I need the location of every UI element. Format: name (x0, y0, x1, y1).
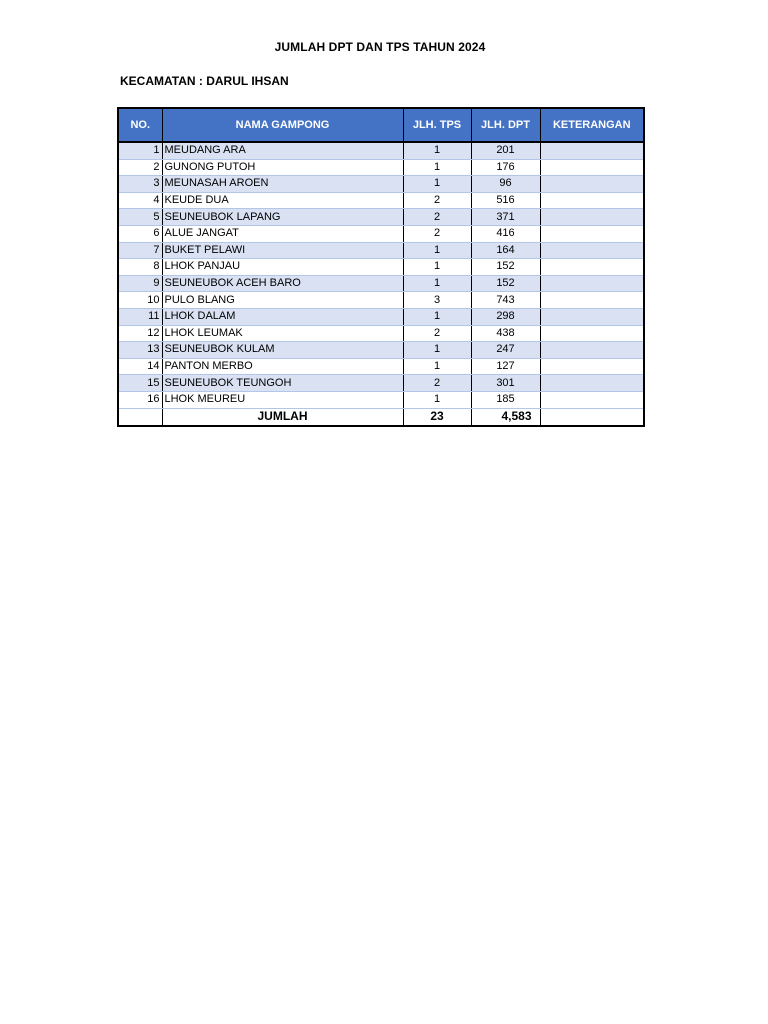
cell-keterangan (540, 159, 644, 176)
cell-no: 5 (118, 209, 162, 226)
cell-dpt: 164 (471, 242, 540, 259)
cell-name: SEUNEUBOK TEUNGOH (162, 375, 403, 392)
cell-tps: 2 (403, 375, 471, 392)
table-row (118, 142, 644, 159)
cell-dpt: 371 (471, 209, 540, 226)
cell-no: 2 (118, 159, 162, 176)
cell-tps: 2 (403, 192, 471, 209)
cell-dpt: 152 (471, 259, 540, 276)
cell-keterangan (540, 225, 644, 242)
table-row (118, 342, 644, 359)
cell-keterangan (540, 358, 644, 375)
header-keterangan: KETERANGAN (540, 108, 644, 142)
table-row (118, 292, 644, 309)
cell-no: 14 (118, 358, 162, 375)
cell-no: 15 (118, 375, 162, 392)
cell-name: MEUNASAH AROEN (162, 176, 403, 193)
table-row (118, 275, 644, 292)
cell-no: 10 (118, 292, 162, 309)
cell-dpt: 152 (471, 275, 540, 292)
cell-keterangan (540, 192, 644, 209)
cell-tps: 1 (403, 358, 471, 375)
cell-keterangan (540, 275, 644, 292)
cell-tps: 1 (403, 159, 471, 176)
cell-keterangan (540, 242, 644, 259)
cell-dpt: 127 (471, 358, 540, 375)
cell-name: GUNONG PUTOH (162, 159, 403, 176)
cell-tps: 1 (403, 275, 471, 292)
cell-no: 6 (118, 225, 162, 242)
table-row (118, 308, 644, 325)
cell-keterangan (540, 308, 644, 325)
cell-keterangan (540, 375, 644, 392)
table-row (118, 176, 644, 193)
cell-dpt: 416 (471, 225, 540, 242)
header-dpt: JLH. DPT (471, 108, 540, 142)
total-dpt: 4,583 (471, 408, 540, 426)
cell-no: 12 (118, 325, 162, 342)
cell-name: LHOK DALAM (162, 308, 403, 325)
cell-keterangan (540, 176, 644, 193)
cell-keterangan (540, 391, 644, 408)
district-label: KECAMATAN : DARUL IHSAN (120, 74, 289, 88)
cell-no: 4 (118, 192, 162, 209)
cell-dpt: 201 (471, 142, 540, 159)
dpt-table (117, 107, 645, 427)
cell-tps: 1 (403, 342, 471, 359)
cell-no: 3 (118, 176, 162, 193)
table-row (118, 325, 644, 342)
cell-dpt: 247 (471, 342, 540, 359)
cell-no: 13 (118, 342, 162, 359)
cell-no: 9 (118, 275, 162, 292)
table-row (118, 259, 644, 276)
header-name: NAMA GAMPONG (162, 108, 403, 142)
cell-dpt: 185 (471, 391, 540, 408)
cell-name: MEUDANG ARA (162, 142, 403, 159)
cell-tps: 2 (403, 209, 471, 226)
cell-no: 8 (118, 259, 162, 276)
total-label: JUMLAH (162, 408, 403, 426)
header-tps: JLH. TPS (403, 108, 471, 142)
cell-tps: 1 (403, 308, 471, 325)
cell-tps: 3 (403, 292, 471, 309)
cell-tps: 1 (403, 242, 471, 259)
cell-keterangan (540, 209, 644, 226)
cell-name: PANTON MERBO (162, 358, 403, 375)
cell-dpt: 176 (471, 159, 540, 176)
cell-name: LHOK MEUREU (162, 391, 403, 408)
cell-no: 1 (118, 142, 162, 159)
total-no-cell (118, 408, 162, 426)
cell-name: SEUNEUBOK ACEH BARO (162, 275, 403, 292)
cell-name: LHOK LEUMAK (162, 325, 403, 342)
document-title: JUMLAH DPT DAN TPS TAHUN 2024 (274, 40, 486, 54)
table-row (118, 192, 644, 209)
cell-name: ALUE JANGAT (162, 225, 403, 242)
cell-name: LHOK PANJAU (162, 259, 403, 276)
table-row (118, 159, 644, 176)
total-keterangan (540, 408, 644, 426)
table-row (118, 209, 644, 226)
cell-dpt: 438 (471, 325, 540, 342)
cell-tps: 2 (403, 325, 471, 342)
cell-tps: 1 (403, 176, 471, 193)
cell-dpt: 298 (471, 308, 540, 325)
cell-no: 16 (118, 391, 162, 408)
cell-keterangan (540, 259, 644, 276)
table-row (118, 225, 644, 242)
cell-dpt: 96 (471, 176, 540, 193)
cell-name: SEUNEUBOK KULAM (162, 342, 403, 359)
cell-name: SEUNEUBOK LAPANG (162, 209, 403, 226)
cell-keterangan (540, 142, 644, 159)
cell-keterangan (540, 325, 644, 342)
cell-tps: 1 (403, 391, 471, 408)
cell-dpt: 301 (471, 375, 540, 392)
cell-tps: 1 (403, 142, 471, 159)
cell-name: BUKET PELAWI (162, 242, 403, 259)
cell-dpt: 516 (471, 192, 540, 209)
cell-dpt: 743 (471, 292, 540, 309)
table-row (118, 391, 644, 408)
cell-tps: 2 (403, 225, 471, 242)
cell-keterangan (540, 342, 644, 359)
total-row (118, 408, 644, 426)
cell-no: 7 (118, 242, 162, 259)
table-header-row (118, 108, 644, 142)
table-row (118, 358, 644, 375)
table-row (118, 375, 644, 392)
cell-keterangan (540, 292, 644, 309)
table-row (118, 242, 644, 259)
header-no: NO. (118, 108, 162, 142)
cell-no: 11 (118, 308, 162, 325)
cell-name: KEUDE DUA (162, 192, 403, 209)
table-body (118, 142, 644, 408)
cell-tps: 1 (403, 259, 471, 276)
total-tps: 23 (403, 408, 471, 426)
cell-name: PULO BLANG (162, 292, 403, 309)
